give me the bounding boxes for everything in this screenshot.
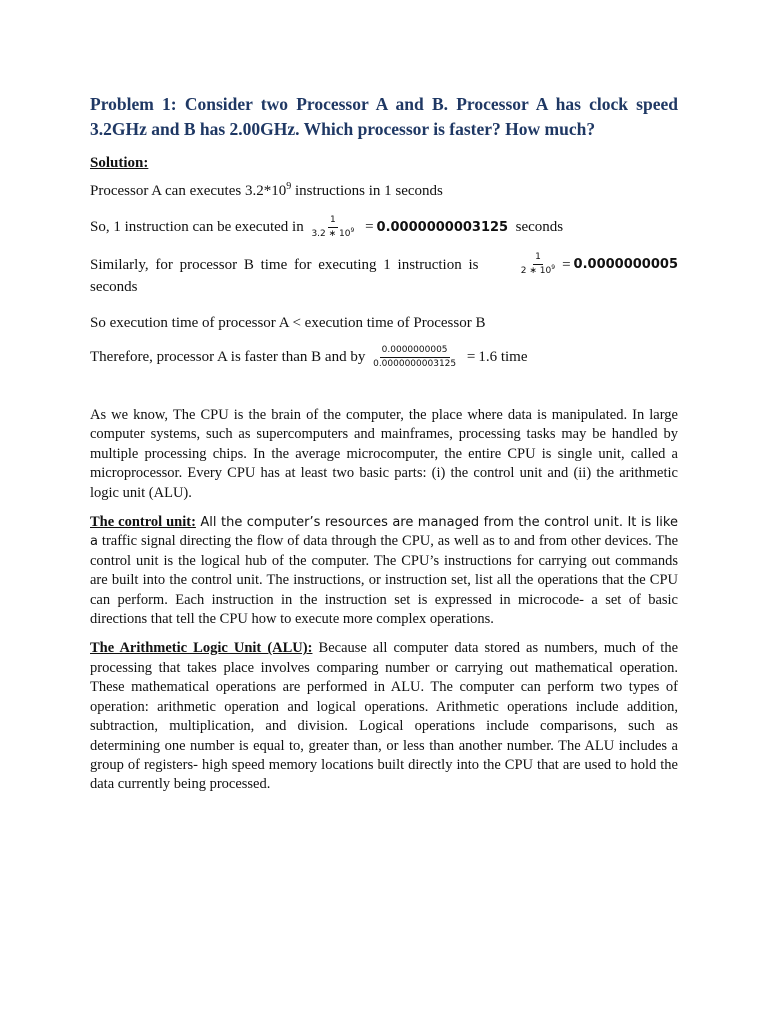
line3-result: 0.0000000005: [573, 256, 678, 272]
line2-unit: seconds: [515, 218, 564, 235]
alu-paragraph: [90, 639, 678, 794]
intro-paragraph: As we know, The CPU is the brain of the computer, the place where data is manipulated. In large computer systems, such as supercomputers and mainframes, processing tasks may be handled by multiple processing chips. In the average microcomputer, the entire CPU is single unit, called a microprocessor. Every CPU has at least two basic parts: (i) the control unit and (ii) the arithmetic logic unit (ALU).: [90, 407, 678, 501]
solution-line-3: [90, 252, 678, 297]
line5-frac-den: 0.0000000003125: [373, 359, 457, 369]
solution-heading: Solution:: [90, 155, 149, 171]
problem-title: [90, 92, 678, 142]
line3-fraction: [519, 252, 557, 277]
line2-frac-den: 3.2 ∗ $10^9$: [311, 227, 355, 239]
line5-fraction: [371, 345, 458, 370]
solution-line-2: [90, 215, 678, 240]
line3-unit: seconds: [90, 279, 138, 295]
line1-sup: 9: [286, 181, 292, 192]
problem-title-line2: 3.2GHz and B has 2.00GHz. Which processor is faster? How much?: [90, 119, 596, 139]
line2-equals: =: [365, 218, 374, 235]
line2-text: So, 1 instruction can be executed in: [90, 218, 304, 235]
line3-frac-den: 2 ∗ $10^9$: [520, 264, 556, 276]
control-unit-lead: All the computer’s resources are managed from the control unit. It is like a: [90, 515, 678, 550]
document-page: [90, 92, 678, 795]
line3-frac-num: 1: [533, 252, 543, 265]
solution-line-1: [90, 181, 678, 201]
alu-label: The Arithmetic Logic Unit (ALU):: [90, 640, 313, 657]
control-unit-paragraph: [90, 513, 678, 629]
line2-fraction: [309, 215, 356, 240]
control-unit-label: The control unit:: [90, 514, 196, 531]
line5-result: 1.6 time: [478, 348, 528, 365]
solution-line-4: So execution time of processor A < execution time of Processor B: [90, 315, 486, 331]
line1-text: Processor A can executes 3.2*10: [90, 183, 287, 199]
line5-equals: =: [466, 348, 476, 365]
line2-frac-num: 1: [328, 215, 338, 228]
line5-text: Therefore, processor A is faster than B and by: [90, 348, 366, 365]
line2-result: 0.0000000003125: [376, 219, 509, 235]
control-unit-text: traffic signal directing the flow of data through the CPU, as well as to and from other devices. The control unit is the logical hub of the computer. The CPU’s instructions for carrying out commands are built into the control unit. The instructions, or instruction set, list all the operations that the CPU can perform. Each instruction in the instruction set is expressed in microcode- a set of basic directions that tell the CPU how to execute more complex operations.: [90, 533, 679, 628]
line5-frac-num: 0.0000000005: [380, 345, 450, 358]
solution-line-5: [90, 345, 678, 370]
line3-equals: =: [562, 256, 571, 273]
line3-text: Similarly, for processor B time for executing 1 instruction is: [90, 256, 479, 273]
line1-tail: instructions in 1 seconds: [291, 183, 443, 199]
problem-title-line1: Problem 1: Consider two Processor A and B. Processor A has clock speed: [90, 94, 678, 114]
alu-text: Because all computer data stored as numbers, much of the processing that takes place involves comparing number or carrying out mathematical operation. These mathematical operations are performed in ALU. The computer can perform two types of operation: arithmetic operation and logical operations. Arithmetic operations include addition, subtraction, multiplication, and division. Logical operations include comparisons, such as determining one number is equal to, greater than, or less than another number. The ALU includes a group of registers- high speed memory locations built directly into the CPU that are used to hold the data currently being processed.: [90, 640, 679, 793]
